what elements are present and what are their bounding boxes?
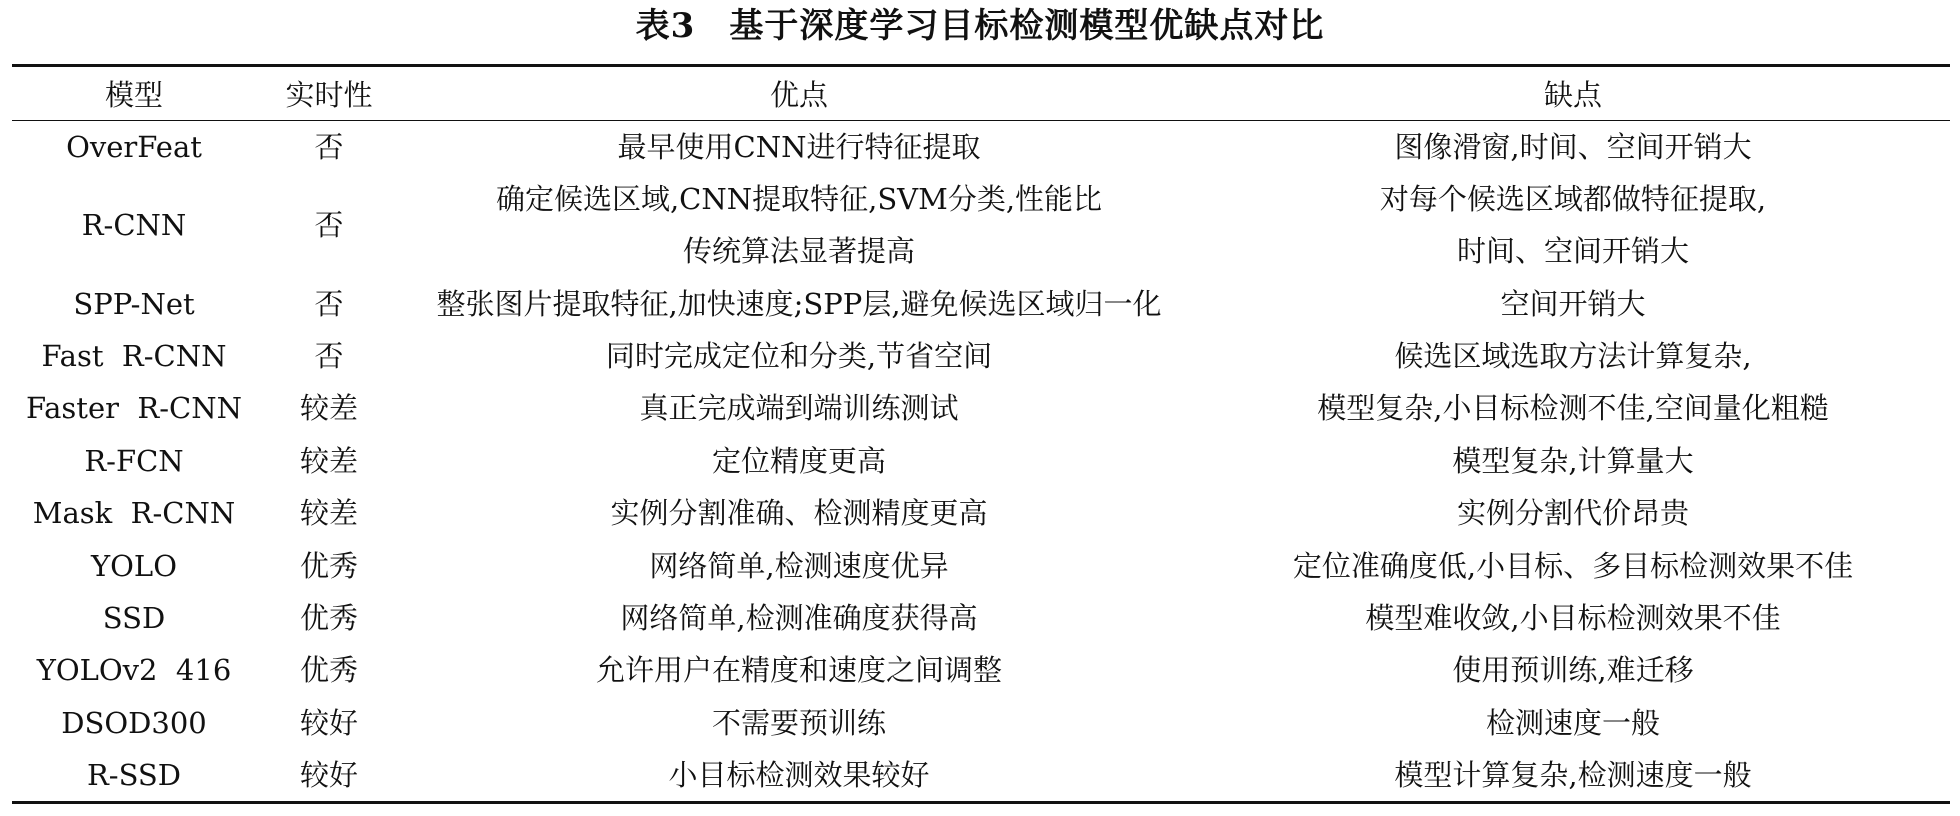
header-realtime: 实时性: [256, 66, 402, 121]
comparison-table: [12, 64, 1950, 804]
table-label: 表3: [635, 6, 696, 46]
cell-realtime: 优秀: [299, 548, 358, 583]
cell-realtime: 否: [314, 130, 344, 165]
cell-pros-line: 网络简单,检测速度优异: [649, 548, 949, 583]
cell-pros: [402, 382, 1196, 434]
table-row: [12, 487, 1950, 539]
cell-model: R-SSD: [86, 758, 182, 793]
table-row: [12, 121, 1950, 174]
cell-pros: [402, 644, 1196, 696]
cell-pros-line: 最早使用CNN进行特征提取: [617, 130, 981, 165]
cell-cons: [1196, 749, 1950, 803]
cell-cons: [1196, 277, 1950, 329]
cell-realtime: 较差: [299, 496, 358, 531]
cell-model: R-CNN: [81, 208, 187, 243]
cell-cons: [1196, 697, 1950, 749]
header-row: [12, 66, 1950, 121]
cell-cons: [1196, 173, 1950, 277]
cell-cons-line: 定位准确度低,小目标、多目标检测效果不佳: [1292, 548, 1854, 583]
cell-pros: [402, 487, 1196, 539]
cell-cons-line: 使用预训练,难迁移: [1452, 653, 1694, 688]
cell-model: R-FCN: [84, 443, 184, 478]
cell-pros: [402, 277, 1196, 329]
cell-cons-line: 实例分割代价昂贵: [1456, 496, 1689, 531]
cell-pros-line: 小目标检测效果较好: [668, 758, 930, 793]
header-cons: 缺点: [1196, 66, 1950, 121]
cell-pros: [402, 539, 1196, 591]
cell-cons-line: 候选区域选取方法计算复杂,: [1394, 338, 1752, 373]
cell-pros: [402, 592, 1196, 644]
cell-model: SPP-Net: [73, 286, 195, 321]
table-header: [12, 66, 1950, 121]
cell-cons: [1196, 435, 1950, 487]
cell-cons: [1196, 592, 1950, 644]
cell-realtime: 较好: [299, 705, 358, 740]
cell-pros-line: 确定候选区域,CNN提取特征,SVM分类,性能比: [495, 182, 1103, 217]
cell-pros: [402, 121, 1196, 174]
table-body: [12, 121, 1950, 803]
cell-pros-line: 同时完成定位和分类,节省空间: [605, 338, 993, 373]
cell-pros-line: 允许用户在精度和速度之间调整: [595, 653, 1002, 688]
cell-cons-line: 对每个候选区域都做特征提取,: [1379, 182, 1767, 217]
table-row: [12, 277, 1950, 329]
cell-cons-line: 模型复杂,计算量大: [1452, 443, 1694, 478]
cell-cons-line: 模型复杂,小目标检测不佳,空间量化粗糙: [1317, 391, 1829, 426]
cell-cons-line: 空间开销大: [1500, 286, 1646, 321]
cell-pros-line: 真正完成端到端训练测试: [639, 391, 959, 426]
cell-model: Fast R-CNN: [41, 338, 227, 373]
table-row: [12, 749, 1950, 803]
cell-realtime: 较好: [299, 758, 358, 793]
table-title: 基于深度学习目标检测模型优缺点对比: [729, 6, 1325, 46]
cell-pros: [402, 697, 1196, 749]
cell-model: Mask R-CNN: [32, 496, 236, 531]
cell-cons: [1196, 330, 1950, 382]
cell-cons: [1196, 382, 1950, 434]
cell-model: DSOD300: [61, 705, 207, 740]
cell-pros: [402, 749, 1196, 803]
cell-pros-line: 传统算法显著提高: [682, 234, 915, 269]
table-row: [12, 539, 1950, 591]
cell-pros: [402, 173, 1196, 277]
cell-realtime: 优秀: [299, 600, 358, 635]
cell-cons-line: 图像滑窗,时间、空间开销大: [1394, 130, 1752, 165]
cell-pros: [402, 435, 1196, 487]
table-row: [12, 592, 1950, 644]
cell-realtime: 较差: [299, 443, 358, 478]
cell-realtime: 否: [314, 338, 344, 373]
cell-cons-line: 检测速度一般: [1485, 705, 1660, 740]
cell-cons: [1196, 487, 1950, 539]
cell-pros-line: 实例分割准确、检测精度更高: [610, 496, 988, 531]
cell-cons-line: 模型计算复杂,检测速度一般: [1394, 758, 1752, 793]
cell-pros-line: 网络简单,检测准确度获得高: [620, 600, 978, 635]
cell-realtime: 较差: [299, 391, 358, 426]
cell-cons: [1196, 644, 1950, 696]
table-row: [12, 644, 1950, 696]
table-row: [12, 435, 1950, 487]
table-row: [12, 330, 1950, 382]
cell-model: OverFeat: [66, 130, 202, 165]
cell-model: YOLO: [91, 548, 177, 583]
cell-cons-line: 时间、空间开销大: [1456, 234, 1689, 269]
cell-cons-line: 模型难收敛,小目标检测效果不佳: [1365, 600, 1781, 635]
cell-model: YOLOv2 416: [36, 653, 232, 688]
cell-realtime: 优秀: [299, 653, 358, 688]
table-row: [12, 382, 1950, 434]
cell-pros-line: 定位精度更高: [711, 443, 886, 478]
cell-pros: [402, 330, 1196, 382]
header-pros: 优点: [402, 66, 1196, 121]
header-model: 模型: [12, 66, 256, 121]
cell-pros-line: 不需要预训练: [711, 705, 886, 740]
cell-pros-line: 整张图片提取特征,加快速度;SPP层,避免候选区域归一化: [436, 286, 1162, 321]
cell-model: Faster R-CNN: [25, 391, 242, 426]
cell-cons: [1196, 121, 1950, 174]
cell-realtime: 否: [314, 286, 344, 321]
table-row: [12, 173, 1950, 277]
table-caption: [0, 2, 1960, 50]
cell-cons: [1196, 539, 1950, 591]
cell-model: SSD: [102, 600, 166, 635]
table-row: [12, 697, 1950, 749]
cell-realtime: 否: [314, 208, 344, 243]
